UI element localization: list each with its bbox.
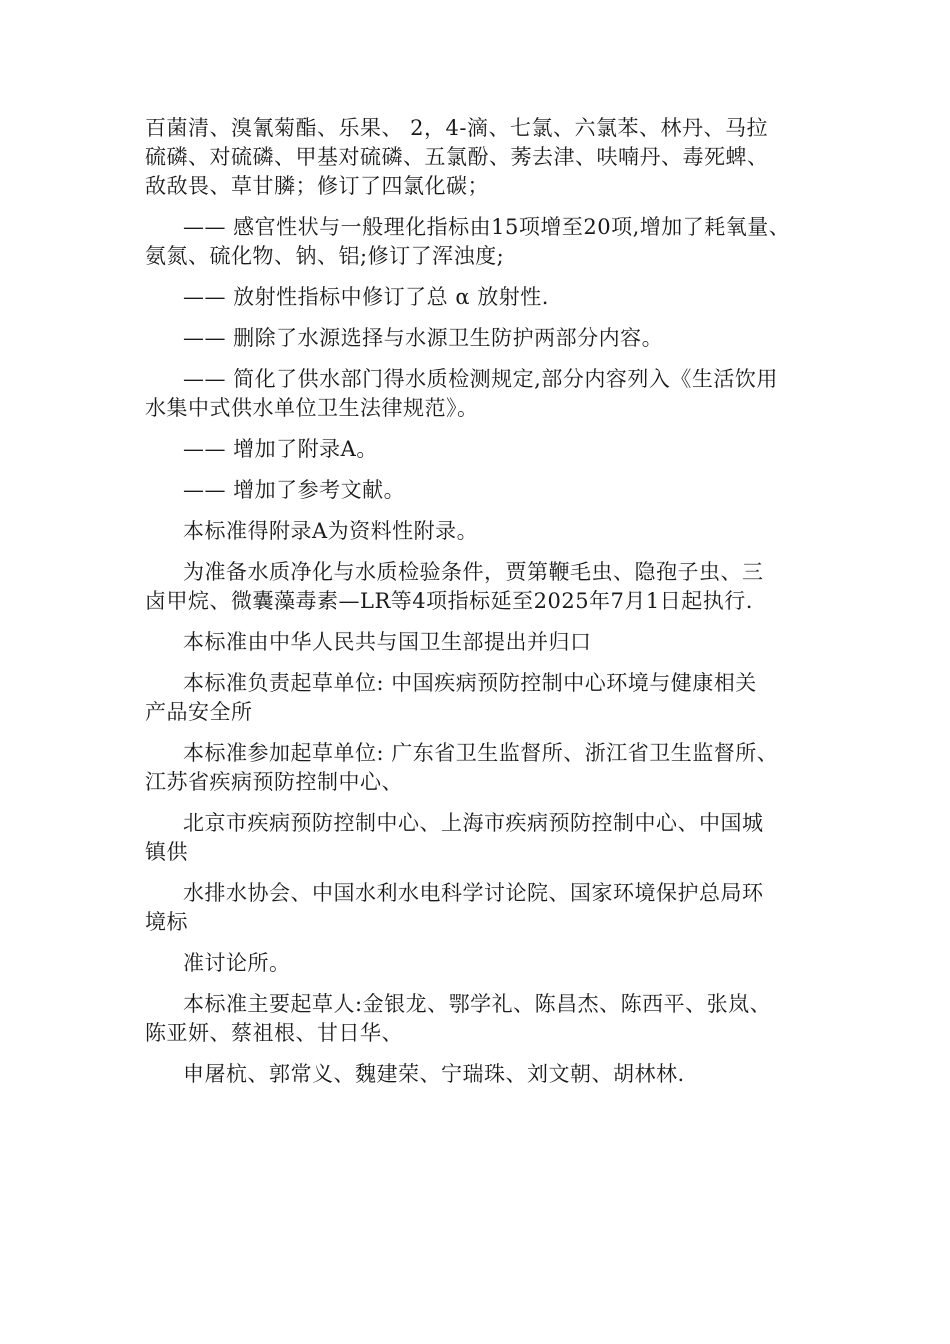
paragraph-main-drafters xyxy=(145,990,825,1048)
text-line: —— 简化了供水部门得水质检测规定,部分内容列入《生活饮用 xyxy=(183,367,778,391)
paragraph-proposed-by xyxy=(145,628,825,657)
paragraph-appendix-added xyxy=(145,435,825,464)
text-line: 本标准得附录A为资料性附录。 xyxy=(183,519,479,543)
document-body xyxy=(145,114,825,1101)
text-line: —— 感官性状与一般理化指标由15项增至20项,增加了耗氧量、 xyxy=(183,215,791,239)
text-line: 卤甲烷、微囊藻毒素—LR等4项指标延至2025年7月1日起执行. xyxy=(145,589,753,613)
text-line: 为准备水质净化与水质检验条件，贾第鞭毛虫、隐孢子虫、三 xyxy=(183,560,764,584)
paragraph-appendix-informative xyxy=(145,517,825,546)
paragraph-deferred-indicators xyxy=(145,558,825,616)
text-line: —— 增加了参考文献。 xyxy=(183,478,406,502)
text-line: 产品安全所 xyxy=(145,700,253,724)
text-line: 硫磷、对硫磷、甲基对硫磷、五氯酚、莠去津、呋喃丹、毒死蜱、 xyxy=(145,145,769,169)
paragraph-simplified-testing xyxy=(145,365,825,423)
text-line: 陈亚妍、蔡祖根、甘日华、 xyxy=(145,1021,403,1045)
paragraph-participating-units-cont-1 xyxy=(145,809,825,867)
paragraph-pesticide-list xyxy=(145,114,825,201)
text-line: 百菌清、溴氰菊酯、乐果、 2，4-滴、七氯、六氯苯、林丹、马拉 xyxy=(145,116,768,140)
text-line: 申屠杭、郭常义、魏建荣、宁瑞珠、刘文朝、胡林林. xyxy=(183,1062,685,1086)
paragraph-main-drafters-cont xyxy=(145,1060,825,1089)
paragraph-references-added xyxy=(145,476,825,505)
text-line: 水排水协会、中国水利水电科学讨论院、国家环境保护总局环 xyxy=(183,881,764,905)
paragraph-participating-units xyxy=(145,739,825,797)
text-line: 敌敌畏、草甘膦；修订了四氯化碳； xyxy=(145,174,489,198)
text-line: —— 删除了水源选择与水源卫生防护两部分内容。 xyxy=(183,326,664,350)
text-line: 本标准由中华人民共与国卫生部提出并归口 xyxy=(183,630,592,654)
text-line: 境标 xyxy=(145,910,188,934)
text-line: 本标准主要起草人:金银龙、鄂学礼、陈昌杰、陈西平、张岚、 xyxy=(183,992,772,1016)
text-line: 本标准参加起草单位: 广东省卫生监督所、浙江省卫生监督所、 xyxy=(183,741,779,765)
paragraph-participating-units-cont-3 xyxy=(145,949,825,978)
text-line: 江苏省疾病预防控制中心、 xyxy=(145,770,403,794)
paragraph-participating-units-cont-2 xyxy=(145,879,825,937)
text-line: 水集中式供水单位卫生法律规范》。 xyxy=(145,396,479,420)
paragraph-sensory-indicators xyxy=(145,213,825,271)
paragraph-lead-drafting-unit xyxy=(145,669,825,727)
text-line: 氨氮、硫化物、钠、铝;修订了浑浊度; xyxy=(145,244,505,268)
text-line: 本标准负责起草单位: 中国疾病预防控制中心环境与健康相关 xyxy=(183,671,757,695)
text-line: 镇供 xyxy=(145,840,188,864)
paragraph-radioactivity xyxy=(145,283,825,312)
text-line: —— 增加了附录A。 xyxy=(183,437,378,461)
text-line: —— 放射性指标中修订了总 α 放射性. xyxy=(183,285,549,309)
text-line: 北京市疾病预防控制中心、上海市疾病预防控制中心、中国城 xyxy=(183,811,764,835)
text-line: 准讨论所。 xyxy=(183,951,291,975)
paragraph-water-source-removed xyxy=(145,324,825,353)
